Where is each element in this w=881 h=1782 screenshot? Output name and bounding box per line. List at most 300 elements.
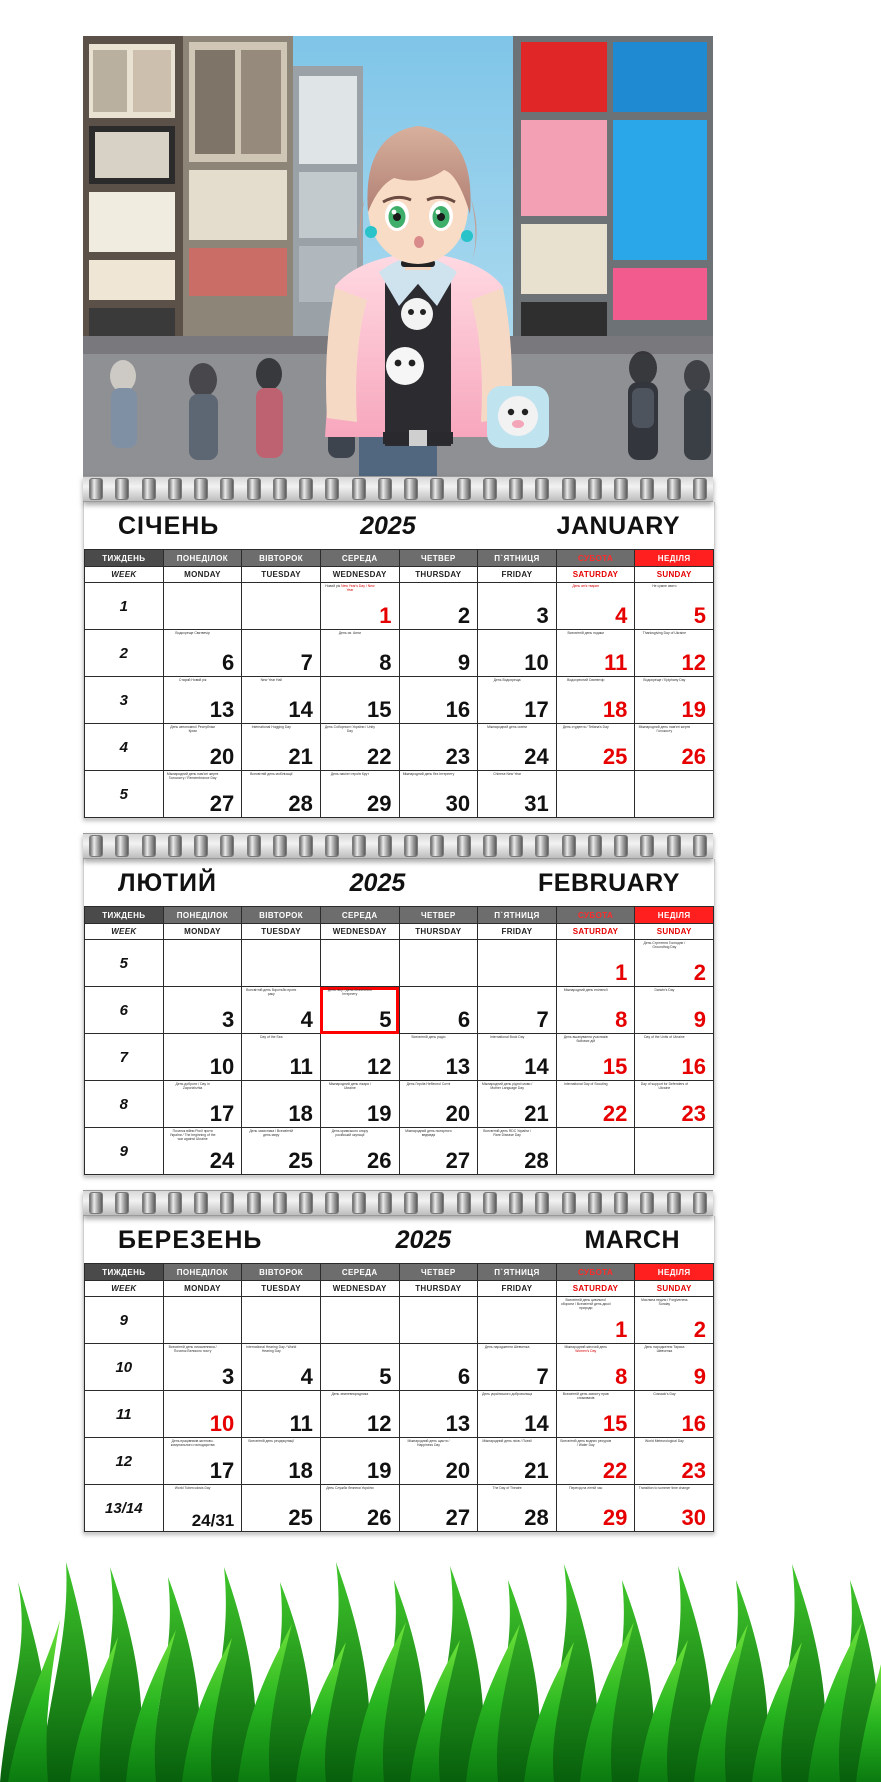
holiday-note: Всесвітній день захисту прав споживачів	[562, 1392, 609, 1400]
day-cell[interactable]	[320, 771, 399, 818]
day-number: 12	[367, 1411, 392, 1436]
day-number: 21	[524, 1101, 549, 1126]
holiday-note: Всесвітній день рециркуляції	[248, 1439, 295, 1443]
day-cell[interactable]	[399, 1391, 478, 1438]
holiday-note: Масляна неділя / Forgiveness Sunday	[641, 1298, 688, 1306]
day-number: 24	[524, 744, 549, 769]
coil	[614, 478, 628, 500]
day-number: 23	[681, 1101, 706, 1126]
day-cell[interactable]	[242, 1128, 321, 1175]
month-year: 2025	[395, 1226, 452, 1254]
day-cell[interactable]	[399, 1485, 478, 1532]
day-number: 18	[288, 1458, 313, 1483]
day-cell[interactable]	[478, 1034, 557, 1081]
coil	[168, 478, 182, 500]
coil	[430, 478, 444, 500]
day-cell[interactable]	[399, 987, 478, 1034]
coil	[588, 1192, 602, 1214]
day-number: 30	[681, 1505, 706, 1530]
header-thursday-ua: ЧЕТВЕР	[399, 1264, 478, 1281]
day-cell[interactable]	[478, 1438, 557, 1485]
header-wednesday-ua: СЕРЕДА	[320, 907, 399, 924]
day-cell[interactable]	[163, 1438, 242, 1485]
day-cell[interactable]	[242, 1081, 321, 1128]
day-cell[interactable]	[399, 583, 478, 630]
coil	[89, 1192, 103, 1214]
day-number: 20	[445, 1458, 471, 1483]
day-cell-empty	[163, 1297, 242, 1344]
day-number: 27	[445, 1505, 471, 1530]
week-number: 9	[85, 1297, 164, 1344]
month-title-february	[84, 859, 714, 906]
holiday-note: Старий Новий рік	[178, 678, 207, 682]
day-cell[interactable]	[320, 1128, 399, 1175]
day-cell[interactable]	[320, 1034, 399, 1081]
holiday-note: День народження Тараса Шевченка	[644, 1345, 685, 1353]
header-friday-en: FRIDAY	[478, 1281, 557, 1297]
coil	[430, 1192, 444, 1214]
coil	[325, 478, 339, 500]
day-cell[interactable]	[556, 630, 635, 677]
day-cell[interactable]	[242, 724, 321, 771]
coil	[509, 835, 523, 857]
coil	[640, 835, 654, 857]
week-number: 6	[85, 987, 164, 1034]
day-number: 15	[602, 1411, 628, 1436]
month-block-february	[83, 859, 715, 1176]
coil	[483, 478, 497, 500]
coil	[89, 478, 103, 500]
day-number: 28	[524, 1148, 549, 1173]
day-cell[interactable]	[320, 583, 399, 630]
coil	[562, 1192, 576, 1214]
day-cell[interactable]	[478, 1485, 557, 1532]
holiday-note: Перехід на літній час	[569, 1486, 603, 1490]
holiday-note: World Meteorological Day	[644, 1439, 684, 1443]
header-monday-en: MONDAY	[163, 1281, 242, 1297]
day-number: 24/31	[191, 1511, 235, 1530]
month-name-ua: ЛЮТИЙ	[118, 869, 217, 897]
month-body-january	[85, 583, 714, 818]
header-sunday-en: SUNDAY	[635, 567, 714, 583]
holiday-note: Transition to summer time change	[638, 1486, 690, 1490]
coil	[299, 478, 313, 500]
holiday-note: Day of the Units of Ukraine	[644, 1035, 685, 1039]
coil	[693, 835, 707, 857]
day-cell[interactable]	[478, 771, 557, 818]
day-cell[interactable]	[556, 1485, 635, 1532]
day-cell[interactable]	[478, 1128, 557, 1175]
day-number: 13	[445, 1411, 471, 1436]
day-cell[interactable]	[320, 1485, 399, 1532]
day-cell[interactable]	[478, 1391, 557, 1438]
day-cell[interactable]	[163, 1344, 242, 1391]
coil	[483, 1192, 497, 1214]
day-cell[interactable]	[242, 630, 321, 677]
coil	[247, 1192, 261, 1214]
coil	[667, 478, 681, 500]
holiday-note: Міжнародний день епілепсії	[563, 988, 608, 992]
holiday-note: Cossack's Day	[653, 1392, 676, 1396]
coil	[404, 1192, 418, 1214]
day-cell[interactable]	[163, 987, 242, 1034]
coil	[89, 835, 103, 857]
holiday-note: День Соборності України / Unity Day	[324, 725, 375, 733]
day-cell[interactable]	[163, 1391, 242, 1438]
day-number: 15	[602, 1054, 628, 1079]
week-row	[85, 1297, 714, 1344]
coil	[535, 1192, 549, 1214]
day-number: 30	[445, 791, 471, 816]
day-number: 14	[288, 697, 313, 722]
holiday-note: Всесвітній день цивільної оборони / Всесвітній день дикої природи	[560, 1298, 611, 1310]
header-sunday-ua: НЕДІЛЯ	[635, 550, 714, 567]
coil	[247, 835, 261, 857]
spiral-binding-january	[83, 476, 713, 502]
day-number: 28	[288, 791, 313, 816]
day-cell[interactable]	[635, 1034, 714, 1081]
header-tuesday-en: TUESDAY	[242, 567, 321, 583]
day-cell[interactable]	[320, 677, 399, 724]
day-number: 19	[681, 697, 706, 722]
day-cell-empty	[478, 1297, 557, 1344]
day-number: 8	[615, 1007, 628, 1032]
day-cell[interactable]	[635, 1081, 714, 1128]
day-number: 23	[681, 1458, 706, 1483]
day-number: 3	[536, 603, 549, 628]
holiday-note: Міжнародний день освіти	[487, 725, 528, 729]
day-cell-empty	[556, 1128, 635, 1175]
day-cell[interactable]	[478, 987, 557, 1034]
day-number: 9	[693, 1007, 706, 1032]
day-cell[interactable]	[163, 630, 242, 677]
day-cell[interactable]	[635, 940, 714, 987]
day-number: 8	[615, 1364, 628, 1389]
day-number: 11	[604, 650, 628, 675]
day-cell-empty	[242, 1297, 321, 1344]
day-cell-empty	[320, 1297, 399, 1344]
day-number: 28	[524, 1505, 549, 1530]
holiday-note: День доброти / Day in Zaporizhzhia	[175, 1082, 210, 1090]
day-number: 13	[209, 697, 235, 722]
coil	[194, 1192, 208, 1214]
holiday-note: День Стрітення Господнє / Groundhog Day	[643, 941, 686, 949]
day-cell[interactable]	[242, 677, 321, 724]
week-number: 7	[85, 1034, 164, 1081]
holiday-note: Day of the Sea	[260, 1035, 283, 1039]
day-number: 22	[367, 744, 392, 769]
header-saturday-ua: СУБОТА	[556, 550, 635, 567]
coil	[115, 478, 129, 500]
week-number: 9	[85, 1128, 164, 1175]
holiday-note: Міжнародний день щастя / Happiness Day	[407, 1439, 450, 1447]
day-cell[interactable]	[635, 724, 714, 771]
coil	[614, 835, 628, 857]
coil	[273, 1192, 287, 1214]
day-cell[interactable]	[399, 1344, 478, 1391]
day-number: 1	[379, 603, 392, 628]
day-number: 21	[288, 744, 313, 769]
header-saturday-en: SATURDAY	[556, 1281, 635, 1297]
holiday-note: День автономної Республіки Крим	[170, 725, 215, 733]
day-cell[interactable]	[163, 771, 242, 818]
day-number: 16	[445, 697, 471, 722]
month-grid-january	[84, 549, 714, 818]
day-number: 24	[209, 1148, 235, 1173]
coil	[509, 1192, 523, 1214]
day-number: 14	[524, 1054, 549, 1079]
holiday-note: Міжнародний жіночий день Women's Day	[564, 1345, 608, 1353]
day-cell[interactable]	[163, 1485, 242, 1532]
day-number: 17	[209, 1458, 235, 1483]
day-number: 5	[379, 1364, 392, 1389]
day-cell[interactable]	[399, 1034, 478, 1081]
day-cell-empty	[242, 940, 321, 987]
day-cell[interactable]	[163, 1034, 242, 1081]
holiday-note: Всесвітній день письменника / Початок Великого посту	[168, 1345, 217, 1353]
weekday-header-ua-row	[85, 1264, 714, 1281]
day-cell-empty	[635, 771, 714, 818]
day-cell[interactable]	[478, 724, 557, 771]
day-number: 3	[222, 1007, 235, 1032]
day-number: 11	[289, 1054, 313, 1079]
day-cell[interactable]	[242, 987, 321, 1034]
day-cell[interactable]	[556, 1034, 635, 1081]
coil	[640, 1192, 654, 1214]
coil	[325, 835, 339, 857]
header-week-ua: ТИЖДЕНЬ	[85, 907, 164, 924]
header-monday-en: MONDAY	[163, 567, 242, 583]
day-cell[interactable]	[163, 1081, 242, 1128]
day-cell[interactable]	[478, 583, 557, 630]
header-week-en: WEEK	[85, 924, 164, 940]
coil	[115, 835, 129, 857]
header-friday-ua: П`ЯТНИЦЯ	[478, 550, 557, 567]
month-name-ua: СІЧЕНЬ	[118, 512, 220, 540]
day-number: 26	[367, 1148, 392, 1173]
day-number: 6	[222, 650, 235, 675]
day-cell[interactable]	[399, 630, 478, 677]
month-name-en: MARCH	[584, 1226, 680, 1254]
day-cell[interactable]	[556, 1344, 635, 1391]
header-friday-ua: П`ЯТНИЦЯ	[478, 1264, 557, 1281]
coil	[273, 835, 287, 857]
day-cell[interactable]	[635, 583, 714, 630]
holiday-note: New Year Hall	[260, 678, 282, 682]
coil	[352, 835, 366, 857]
holiday-note: Міжнародний день пам'яті жертв Голокосту	[638, 725, 691, 733]
day-cell[interactable]	[478, 1344, 557, 1391]
coil	[667, 835, 681, 857]
holiday-note: The Day of Theatre	[492, 1486, 522, 1490]
day-cell[interactable]	[556, 1081, 635, 1128]
month-title-january	[84, 502, 714, 549]
day-number: 6	[457, 1007, 471, 1032]
day-cell-empty	[635, 1128, 714, 1175]
week-row	[85, 1344, 714, 1391]
day-number: 20	[445, 1101, 471, 1126]
holiday-note: День Служби безпеки України	[326, 1486, 374, 1490]
day-cell[interactable]	[242, 1485, 321, 1532]
day-cell[interactable]	[163, 724, 242, 771]
coil	[273, 478, 287, 500]
coil	[614, 1192, 628, 1214]
day-number: 17	[524, 697, 549, 722]
day-cell[interactable]	[320, 987, 399, 1034]
day-cell[interactable]	[556, 677, 635, 724]
week-row	[85, 1391, 714, 1438]
day-cell[interactable]	[399, 771, 478, 818]
day-cell-empty	[556, 771, 635, 818]
header-thursday-ua: ЧЕТВЕР	[399, 907, 478, 924]
day-number: 29	[602, 1505, 628, 1530]
day-cell[interactable]	[242, 1438, 321, 1485]
day-cell[interactable]	[242, 1034, 321, 1081]
day-cell[interactable]	[320, 630, 399, 677]
holiday-note: Day of support for Defenders of Ukraine	[640, 1082, 689, 1090]
day-cell-empty	[242, 583, 321, 630]
day-cell-empty	[163, 583, 242, 630]
day-cell[interactable]	[399, 1081, 478, 1128]
day-cell[interactable]	[635, 1391, 714, 1438]
day-cell[interactable]	[556, 583, 635, 630]
day-cell[interactable]	[556, 1391, 635, 1438]
day-cell[interactable]	[320, 1344, 399, 1391]
day-cell[interactable]	[320, 724, 399, 771]
week-number: 5	[85, 940, 164, 987]
day-number: 25	[288, 1148, 313, 1173]
holiday-note: День Водохреща	[493, 678, 521, 682]
day-number: 15	[367, 697, 392, 722]
holiday-note: Chinese New Year	[493, 772, 522, 776]
day-number: 26	[367, 1505, 392, 1530]
coil	[457, 478, 471, 500]
day-cell[interactable]	[320, 1391, 399, 1438]
day-number: 10	[524, 650, 549, 675]
day-number: 5	[693, 603, 706, 628]
day-cell[interactable]	[635, 1344, 714, 1391]
day-cell[interactable]	[320, 1081, 399, 1128]
day-cell[interactable]	[635, 677, 714, 724]
day-cell[interactable]	[635, 1297, 714, 1344]
coil	[115, 1192, 129, 1214]
coil	[588, 478, 602, 500]
holiday-note: День народження Шевченка	[484, 1345, 530, 1349]
coil	[535, 835, 549, 857]
coil	[194, 835, 208, 857]
day-cell[interactable]	[399, 1438, 478, 1485]
day-number: 7	[536, 1007, 549, 1032]
header-thursday-ua: ЧЕТВЕР	[399, 550, 478, 567]
holiday-note: Міжнародний день лісів / Поезії	[482, 1439, 532, 1443]
week-row	[85, 1485, 714, 1532]
day-cell[interactable]	[163, 677, 242, 724]
day-cell[interactable]	[556, 1438, 635, 1485]
coil	[667, 1192, 681, 1214]
holiday-note: Всесвітній день RDC України / Rare Disease Day	[483, 1129, 531, 1137]
holiday-note: Міжнародний день рідної мови / Mother Language Day	[481, 1082, 533, 1090]
day-cell[interactable]	[556, 940, 635, 987]
day-cell[interactable]	[635, 630, 714, 677]
week-number: 10	[85, 1344, 164, 1391]
holiday-note: Міжнародний день без Інтернету	[402, 772, 455, 776]
day-number: 7	[300, 650, 313, 675]
day-cell-empty	[399, 940, 478, 987]
week-number: 1	[85, 583, 164, 630]
header-friday-en: FRIDAY	[478, 924, 557, 940]
month-body-march	[85, 1297, 714, 1532]
coil	[588, 835, 602, 857]
holiday-note: World Tuberculosis Day	[174, 1486, 211, 1490]
header-thursday-en: THURSDAY	[399, 924, 478, 940]
week-number: 12	[85, 1438, 164, 1485]
day-cell[interactable]	[556, 987, 635, 1034]
holiday-note: День лісу / День безпечного Інтернету	[327, 988, 372, 996]
holiday-note: Початок війни Росії проти України / The beginning of the war against Ukraine	[169, 1129, 216, 1141]
week-row	[85, 1081, 714, 1128]
holiday-note: Міжнародний день полярного ведмедя	[405, 1129, 452, 1137]
coil	[220, 835, 234, 857]
day-number: 7	[536, 1364, 549, 1389]
week-row	[85, 1034, 714, 1081]
holiday-note: День ан'я тварин	[572, 584, 600, 588]
holiday-note: Всесвітній день мобілізації	[250, 772, 293, 776]
day-number: 1	[615, 960, 628, 985]
week-number: 5	[85, 771, 164, 818]
day-cell[interactable]	[635, 1485, 714, 1532]
day-cell[interactable]	[478, 630, 557, 677]
day-cell[interactable]	[320, 1438, 399, 1485]
day-cell[interactable]	[399, 1128, 478, 1175]
holiday-note: День св. Анни	[338, 631, 361, 635]
weekday-header-ua-row	[85, 550, 714, 567]
holiday-note: День кримського опору російській окупації	[331, 1129, 369, 1137]
day-cell[interactable]	[242, 1391, 321, 1438]
day-cell[interactable]	[635, 1438, 714, 1485]
holiday-note: Всесвітній день боротьби проти раку	[246, 988, 297, 996]
day-cell[interactable]	[242, 771, 321, 818]
coil	[299, 835, 313, 857]
month-name-en: JANUARY	[556, 512, 680, 540]
day-cell[interactable]	[242, 1344, 321, 1391]
coil	[299, 1192, 313, 1214]
header-tuesday-en: TUESDAY	[242, 1281, 321, 1297]
day-cell[interactable]	[478, 677, 557, 724]
holiday-note: Міжнародний день лікаря / Ukraine	[328, 1082, 371, 1090]
header-wednesday-ua: СЕРЕДА	[320, 1264, 399, 1281]
week-number: 2	[85, 630, 164, 677]
day-number: 20	[209, 744, 235, 769]
day-number: 29	[367, 791, 392, 816]
day-cell[interactable]	[556, 724, 635, 771]
holiday-note: Водохресний Святвечір	[567, 678, 605, 682]
coil	[562, 478, 576, 500]
header-sunday-ua: НЕДІЛЯ	[635, 907, 714, 924]
day-number: 1	[615, 1317, 628, 1342]
coil	[404, 835, 418, 857]
week-number: 8	[85, 1081, 164, 1128]
header-saturday-en: SATURDAY	[556, 924, 635, 940]
weekday-header-en-row	[85, 924, 714, 940]
day-cell[interactable]	[635, 987, 714, 1034]
day-cell[interactable]	[399, 677, 478, 724]
day-cell[interactable]	[399, 724, 478, 771]
day-cell[interactable]	[478, 1081, 557, 1128]
header-monday-ua: ПОНЕДІЛОК	[163, 1264, 242, 1281]
day-cell[interactable]	[556, 1297, 635, 1344]
coil	[693, 478, 707, 500]
day-cell[interactable]	[163, 1128, 242, 1175]
